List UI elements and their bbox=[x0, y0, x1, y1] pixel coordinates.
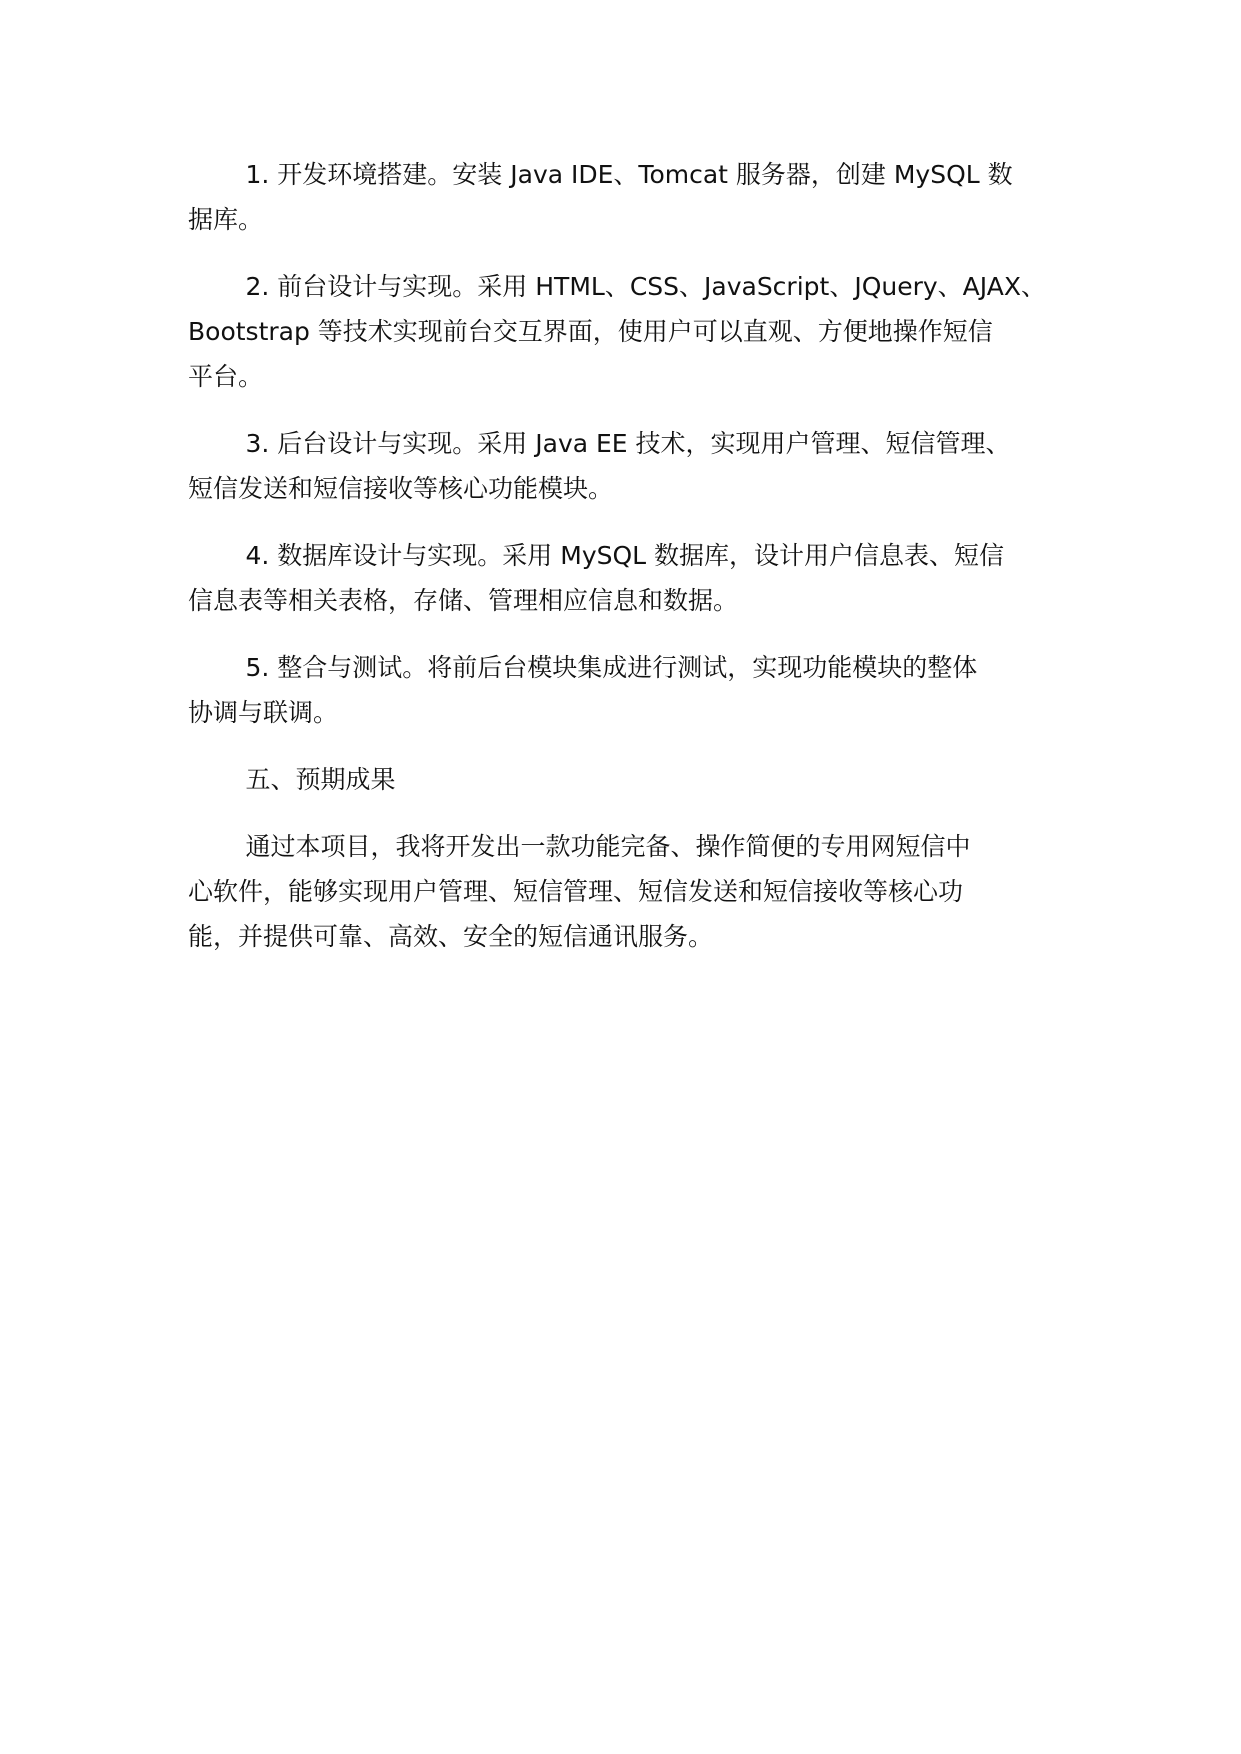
paragraph-line: 短信发送和短信接收等核心功能模块。 bbox=[188, 474, 614, 503]
paragraph-line: 4. 数据库设计与实现。采用 MySQL 数据库，设计用户信息表、短信 bbox=[245, 541, 1005, 570]
paragraph-line: 心软件，能够实现用户管理、短信管理、短信发送和短信接收等核心功 bbox=[188, 877, 964, 906]
paragraph-line: 信息表等相关表格，存储、管理相应信息和数据。 bbox=[188, 586, 739, 615]
paragraph-line: 能，并提供可靠、高效、安全的短信通讯服务。 bbox=[188, 922, 714, 951]
paragraph-line: 5. 整合与测试。将前后台模块集成进行测试，实现功能模块的整体 bbox=[245, 653, 978, 682]
paragraph-line: Bootstrap 等技术实现前台交互界面，使用户可以直观、方便地操作短信 bbox=[188, 317, 993, 346]
paragraph-step-2 bbox=[188, 264, 1068, 399]
paragraph-step-1 bbox=[188, 152, 1068, 242]
paragraph-step-5 bbox=[188, 645, 1068, 735]
paragraph-expected-results bbox=[188, 824, 1068, 959]
paragraph-line: 协调与联调。 bbox=[188, 698, 339, 727]
section-heading: 五、预期成果 bbox=[245, 765, 396, 794]
paragraph-line: 2. 前台设计与实现。采用 HTML、CSS、JavaScript、JQuery、AJAX、 bbox=[245, 272, 1046, 301]
paragraph-line: 通过本项目，我将开发出一款功能完备、操作简便的专用网短信中 bbox=[245, 832, 971, 861]
paragraph-line: 1. 开发环境搭建。安装 Java IDE、Tomcat 服务器，创建 MySQL 数 bbox=[245, 160, 1013, 189]
paragraph-line: 据库。 bbox=[188, 205, 264, 234]
paragraph-step-3 bbox=[188, 421, 1068, 511]
document-body bbox=[188, 152, 1068, 981]
paragraph-line: 平台。 bbox=[188, 362, 264, 391]
paragraph-line: 3. 后台设计与实现。采用 Java EE 技术，实现用户管理、短信管理、 bbox=[245, 429, 1011, 458]
paragraph-step-4 bbox=[188, 533, 1068, 623]
